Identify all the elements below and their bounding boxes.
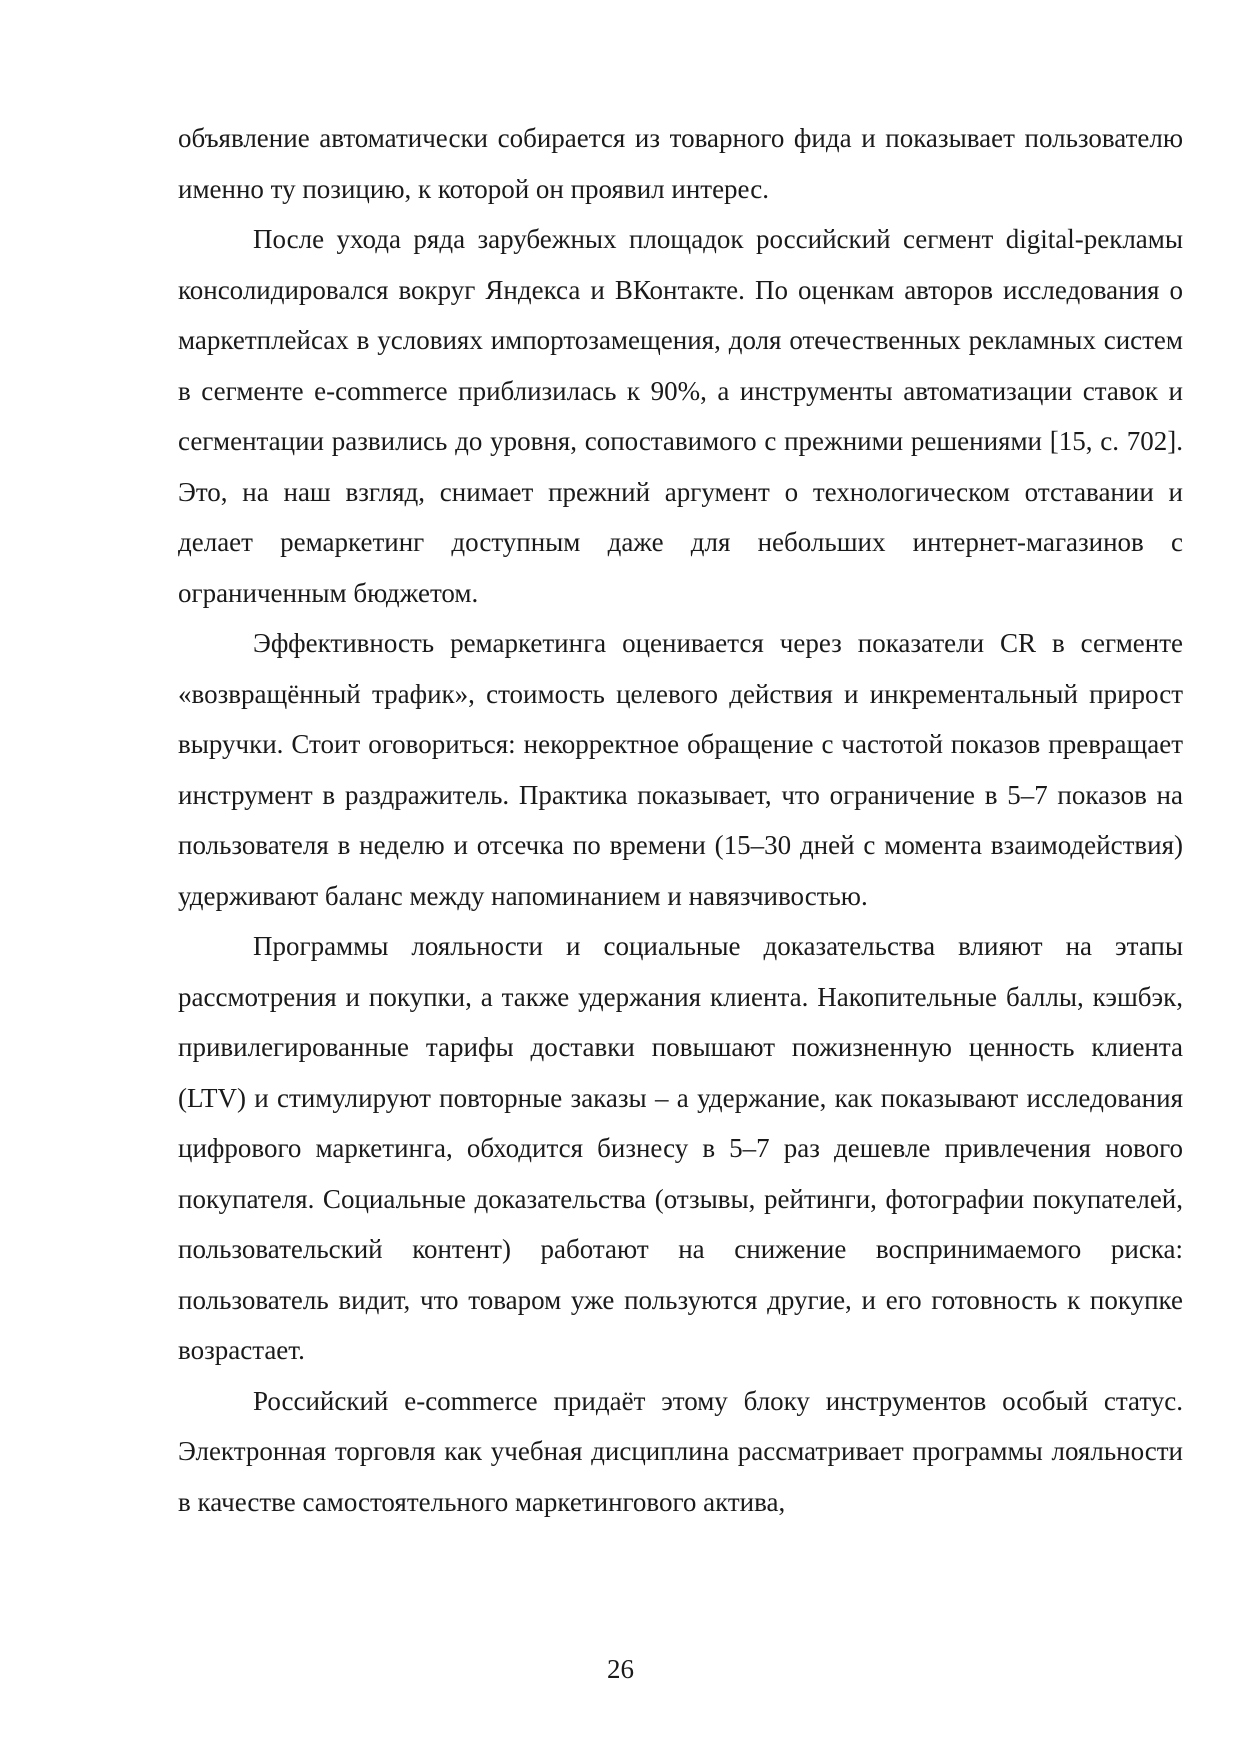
paragraph-russian-ecommerce: Российский e-commerce придаёт этому блоку инструментов особый статус. Электронная торговля как учебная дисциплина рассматривает программы лояльности в качестве самостоятельного маркетингового актива, [178, 1385, 1183, 1517]
page-number: 26 [607, 1654, 634, 1684]
page-body [178, 113, 1183, 1527]
paragraph-remarketing-efficiency: Эффективность ремаркетинга оценивается через показатели CR в сегменте «возвращённый трафик», стоимость целевого действия и инкрементальный прирост выручки. Стоит оговориться: некорректное обращение с частотой показов превращает инструмент в раздражитель. Практика показывает, что ограничение в 5–7 показов на пользователя в неделю и отсечка по времени (15–30 дней с момента взаимодействия) удерживают баланс между напоминанием и навязчивостью. [178, 628, 1183, 911]
paragraph-continuation: объявление автоматически собирается из товарного фида и показывает пользователю именно ту позицию, к которой он проявил интерес. [178, 123, 1183, 204]
paragraph-digital-ads: После ухода ряда зарубежных площадок российский сегмент digital-рекламы консолидировался вокруг Яндекса и ВКонтакте. По оценкам авторов исследования о маркетплейсах в условиях импортозамещения, доля отечественных рекламных систем в сегменте e-commerce приблизилась к 90%, а инструменты автоматизации ставок и сегментации развились до уровня, сопоставимого с прежними решениями [15, с. 702]. Это, на наш взгляд, снимает прежний аргумент о технологическом отставании и делает ремаркетинг доступным даже для небольших интернет-магазинов с ограниченным бюджетом. [178, 224, 1183, 608]
paragraph-loyalty-programs: Программы лояльности и социальные доказательства влияют на этапы рассмотрения и покупки, а также удержания клиента. Накопительные баллы, кэшбэк, привилегированные тарифы доставки повышают пожизненную ценность клиента (LTV) и стимулируют повторные заказы – а удержание, как показывают исследования цифрового маркетинга, обходится бизнесу в 5–7 раз дешевле привлечения нового покупателя. Социальные доказательства (отзывы, рейтинги, фотографии покупателей, пользовательский контент) работают на снижение воспринимаемого риска: пользователь видит, что товаром уже пользуются другие, и его готовность к покупке возрастает. [178, 931, 1183, 1365]
